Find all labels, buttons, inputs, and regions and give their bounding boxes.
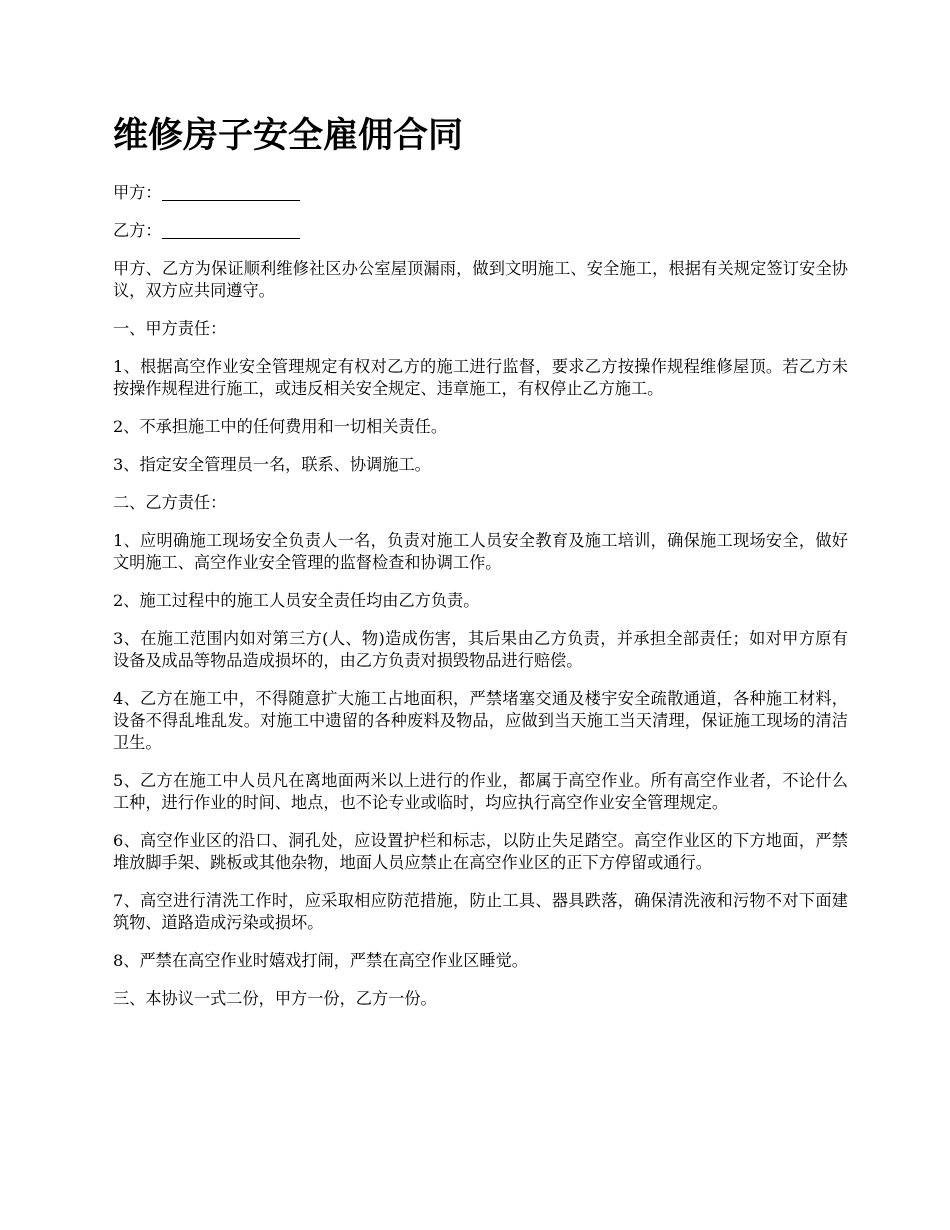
party-a-blank [162,184,300,201]
party-b-clause-5: 5、乙方在施工中人员凡在离地面两米以上进行的作业，都属于高空作业。所有高空作业者，不论什么工种，进行作业的时间、地点，也不论专业或临时，均应执行高空作业安全管理规定。 [113,771,848,812]
section-three-copies: 三、本协议一式二份，甲方一份，乙方一份。 [113,989,437,1008]
party-b-clause-4: 4、乙方在施工中，不得随意扩大施工占地面积，严禁堵塞交通及楼宇安全疏散通道，各种施工材料，设备不得乱堆乱发。对施工中遗留的各种废料及物品，应做到当天施工当天清理，保证施工现场的清洁卫生。 [113,689,848,752]
party-b-line [113,220,848,242]
document-page [113,112,848,1026]
party-b-clause-2: 2、施工过程中的施工人员安全责任均由乙方负责。 [113,591,480,610]
party-b-label: 乙方： [113,221,162,240]
document-title: 维修房子安全雇佣合同 [113,115,464,156]
party-b-clause-3: 3、在施工范围内如对第三方(人、物)造成伤害，其后果由乙方负责，并承担全部责任；如对甲方原有设备及成品等物品造成损坏的，由乙方负责对损毁物品进行赔偿。 [113,629,848,670]
party-a-clause-2: 2、不承担施工中的任何费用和一切相关责任。 [113,417,448,436]
party-a-label: 甲方： [113,183,162,202]
party-a-clause-3: 3、指定安全管理员一名，联系、协调施工。 [113,455,431,474]
party-b-blank [162,222,300,239]
party-b-clause-8: 8、严禁在高空作业时嬉戏打闹，严禁在高空作业区睡觉。 [113,951,528,970]
preamble-paragraph: 甲方、乙方为保证顺利维修社区办公室屋顶漏雨，做到文明施工、安全施工，根据有关规定签订安全协议，双方应共同遵守。 [113,259,848,300]
section-heading-party-b: 二、乙方责任： [113,493,227,512]
section-heading-party-a: 一、甲方责任： [113,319,227,338]
party-a-line [113,182,848,204]
party-b-clause-1: 1、应明确施工现场安全负责人一名，负责对施工人员安全教育及施工培训，确保施工现场安全，做好文明施工、高空作业安全管理的监督检查和协调工作。 [113,531,848,572]
party-b-clause-7: 7、高空进行清洗工作时，应采取相应防范措施，防止工具、器具跌落，确保清洗液和污物不对下面建筑物、道路造成污染或损坏。 [113,891,848,932]
party-b-clause-6: 6、高空作业区的沿口、洞孔处，应设置护栏和标志，以防止失足踏空。高空作业区的下方地面，严禁堆放脚手架、跳板或其他杂物，地面人员应禁止在高空作业区的正下方停留或通行。 [113,831,848,872]
party-a-clause-1: 1、根据高空作业安全管理规定有权对乙方的施工进行监督，要求乙方按操作规程维修屋顶。若乙方未按操作规程进行施工，或违反相关安全规定、违章施工，有权停止乙方施工。 [113,357,848,398]
